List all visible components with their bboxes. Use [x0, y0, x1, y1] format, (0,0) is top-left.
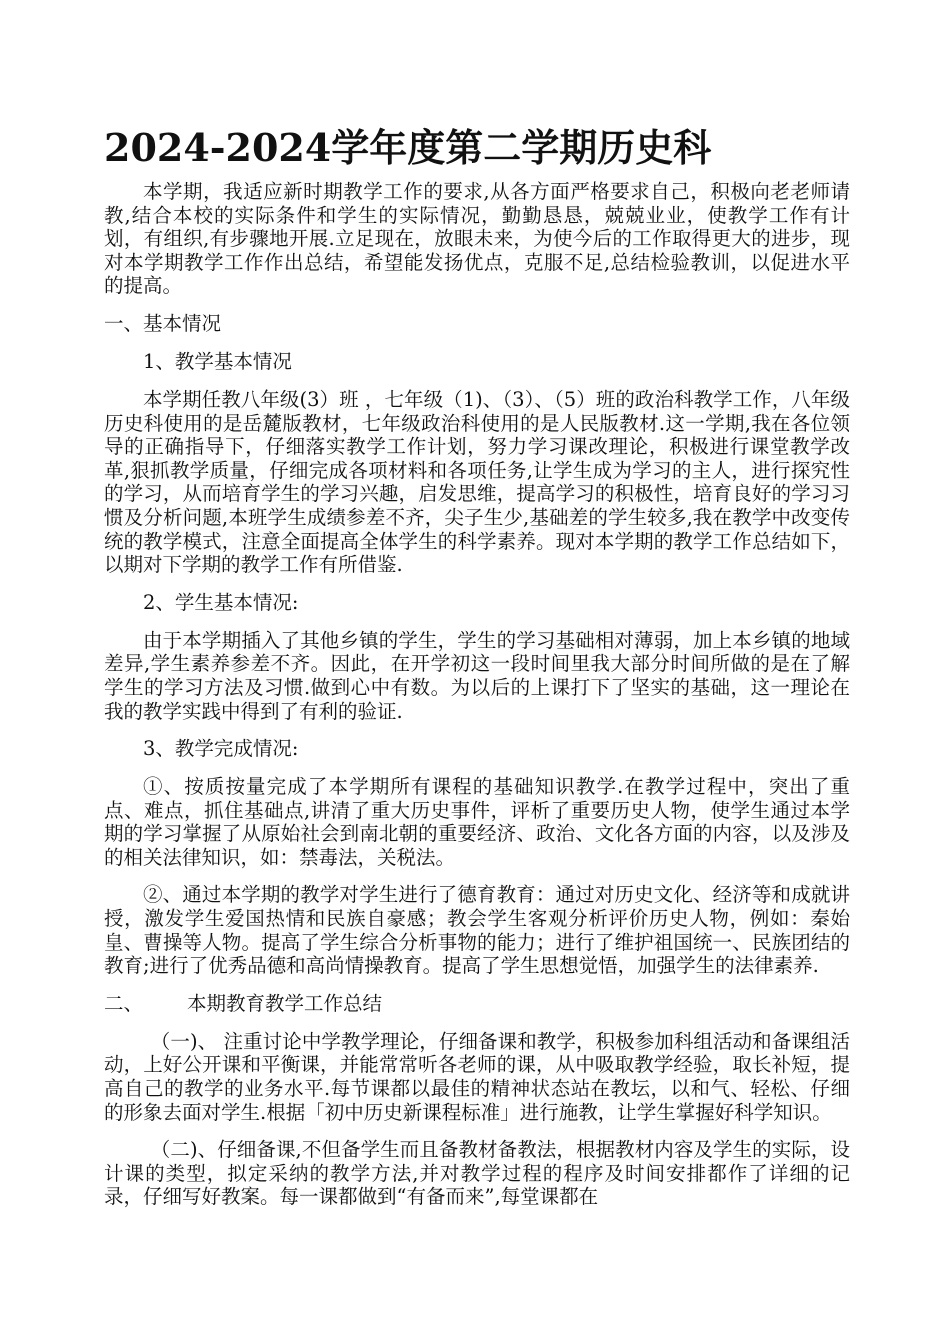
intro-paragraph: 本学期，我适应新时期教学工作的要求,从各方面严格要求自己，积极向老老师请教,结合本校的实际条件和学生的实际情况，勤勤恳恳，兢兢业业，使教学工作有计划，有组织,有步骤地开展.立足现在，放眼未来，为使今后的工作取得更大的进步，现对本学期教学工作作出总结，希望能发扬优点，克服不足,总结检验教训，以促进水平的提高。 [104, 180, 850, 298]
paragraph-teaching-basics: 本学期任教八年级(3）班 ，七年级（1)、（3）、（5）班的政治科教学工作，八年级历史科使用的是岳麓版教材，七年级政治科使用的是人民版教材.这一学期,我在各位领导的正确指导下，仔细落实教学工作计划，努力学习课改理论，积极进行课堂教学改革,狠抓教学质量，仔细完成各项材料和各项任务,让学生成为学习的主人，进行探究性的学习，从而培育学生的学习兴趣，启发思维，提高学习的积极性，培育良好的学习习惯及分析问题,本班学生成绩参差不齐，尖子生少,基础差的学生较多,我在教学中改变传统的教学模式，注意全面提高全体学生的科学素养。现对本学期的教学工作总结如下，以期对下学期的教学工作有所借鉴. [104, 387, 850, 577]
subheading-student-basics: 2、学生基本情况: [143, 590, 299, 614]
section-heading-text: 本期教育教学工作总结 [187, 991, 383, 1015]
document-title: 2024-2024学年度第二学期历史科 [104, 125, 712, 170]
paragraph-completion-item-1: ①、按质按量完成了本学期所有课程的基础知识教学.在教学过程中，突出了重点、难点，抓住基础点,讲清了重大历史事件，评析了重要历史人物，使学生通过本学期的学习掌握了从原始社会到南北朝的重要经济、政治、文化各方面的内容，以及涉及的相关法律知识，如：禁毒法，关税法。 [104, 775, 850, 869]
section-number: 二、 [104, 991, 144, 1015]
paragraph-student-basics: 由于本学期插入了其他乡镇的学生，学生的学习基础相对薄弱，加上本乡镇的地域差异,学生素养参差不齐。因此，在开学初这一段时间里我大部分时间所做的是在了解学生的学习方法及习惯.做到心中有数。为以后的上课打下了坚实的基础，这一理论在我的教学实践中得到了有利的验证. [104, 628, 850, 723]
paragraph-summary-item-1: （一)、 注重讨论中学教学理论，仔细备课和教学，积极参加科组活动和备课组活动，上好公开课和平衡课，并能常常听各老师的课，从中吸取教学经验，取长补短，提高自己的教学的业务水平.每节课都以最佳的精神状态站在教坛，以和气、轻松、仔细的形象去面对学生.根据「初中历史新课程标准」进行施教，让学生掌握好科学知识。 [104, 1029, 850, 1124]
subheading-teaching-basics: 1、教学基本情况 [143, 349, 292, 373]
document-body [104, 180, 850, 1223]
section-heading-summary [104, 992, 850, 1016]
paragraph-completion-item-2: ②、通过本学期的教学对学生进行了德育教育：通过对历史文化、经济等和成就讲授，激发学生爱国热情和民族自豪感；教会学生客观分析评价历史人物，例如：秦始皇、曹操等人物。提高了学生综合分析事物的能力；进行了维护祖国统一、民族团结的教育;进行了优秀品德和高尚情操教育。提高了学生思想觉悟，加强学生的法律素养. [104, 883, 850, 978]
section-heading-basic: 一、基本情况 [104, 311, 222, 335]
subheading-teaching-completion: 3、教学完成情况: [143, 737, 299, 761]
paragraph-summary-item-2: （二)、仔细备课,不但备学生而且备教材备教法，根据教材内容及学生的实际，设计课的类型，拟定采纳的教学方法,并对教学过程的程序及时间安排都作了详细的记录，仔细写好教案。每一课都做到“有备而来”,每堂课都在 [104, 1138, 850, 1209]
